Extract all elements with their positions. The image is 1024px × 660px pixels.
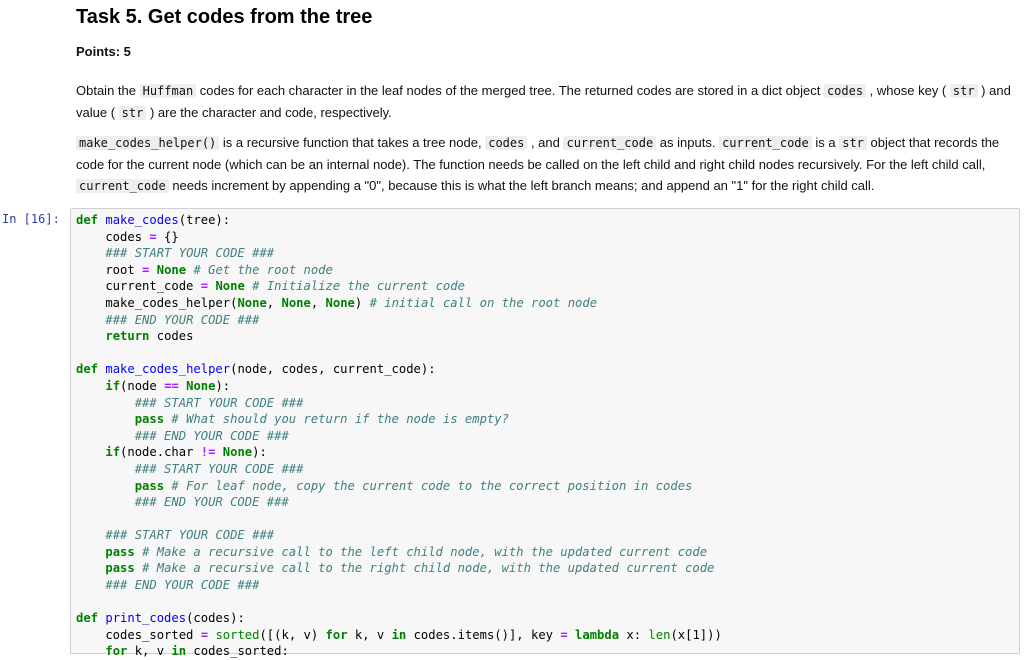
code-line[interactable]: codes_sorted = sorted([(k, v) for k, v in codes.items()], key = lambda x: len(x[1])) — [76, 627, 722, 642]
input-prompt: In [16]: — [2, 212, 60, 226]
points-label: Points: 5 — [76, 44, 131, 59]
inline-code: current_code — [563, 136, 656, 150]
code-line[interactable]: def print_codes(codes): — [76, 611, 245, 626]
inline-code: Huffman — [140, 84, 197, 98]
code-line[interactable] — [76, 594, 722, 611]
description-paragraph-1: Obtain the Huffman codes for each character in the leaf nodes of the merged tree. The returned codes are stored in a dict object codes , whose key ( str ) and value ( str ) are the character and code, respectively. — [76, 83, 1011, 120]
code-line[interactable]: codes = {} — [76, 229, 179, 244]
code-line[interactable]: if(node.char != None): — [105, 445, 267, 460]
inline-code: current_code — [719, 136, 812, 150]
inline-code: str — [950, 84, 978, 98]
task-title: Task 5. Get codes from the tree — [76, 6, 373, 28]
code-line[interactable]: ### START YOUR CODE ### — [105, 246, 275, 261]
code-line[interactable]: if(node == None): — [105, 378, 231, 393]
code-cell-editor[interactable] — [70, 208, 1020, 659]
description-paragraph-2: make_codes_helper() is a recursive function that takes a tree node, codes , and current_code as inputs. current_code is a str object that records the code for the current node (which can be an internal node). The function needs be called on the left child and right child nodes recursively. For the left child call, current_code needs increment by appending a "0", because this is what the left branch means; and append an "1" for the right child call. — [76, 135, 1000, 193]
code-line[interactable]: for k, v in codes_sorted: — [105, 644, 289, 659]
code-line[interactable]: ### START YOUR CODE ### — [134, 395, 304, 410]
code-line[interactable]: root = None # Get the root node — [76, 262, 333, 277]
inline-code: make_codes_helper() — [76, 136, 219, 150]
code-line[interactable]: current_code = None # Initialize the current code — [76, 279, 465, 294]
inline-code: str — [839, 136, 867, 150]
code-line[interactable]: pass # For leaf node, copy the current code to the correct position in codes — [134, 478, 693, 493]
code-line[interactable]: ### START YOUR CODE ### — [134, 461, 304, 476]
code-line[interactable]: def make_codes_helper(node, codes, current_code): — [76, 362, 436, 377]
code-line[interactable]: ### END YOUR CODE ### — [105, 312, 260, 327]
code-line[interactable]: pass # Make a recursive call to the right child node, with the updated current code — [105, 561, 715, 576]
code-line[interactable]: make_codes_helper(None, None, None) # initial call on the root node — [76, 295, 598, 310]
code-line[interactable]: return codes — [105, 329, 194, 344]
code-line[interactable]: ### END YOUR CODE ### — [134, 428, 289, 443]
code-line[interactable]: pass # What should you return if the node is empty? — [134, 412, 509, 427]
inline-code: current_code — [76, 179, 169, 193]
inline-code: codes — [824, 84, 866, 98]
code-line[interactable]: ### END YOUR CODE ### — [105, 578, 260, 593]
markdown-cell — [76, 4, 1016, 193]
code-line[interactable] — [76, 345, 722, 362]
inline-code: str — [119, 106, 147, 120]
code-line[interactable] — [76, 511, 722, 528]
inline-code: codes — [485, 136, 527, 150]
code-line[interactable]: ### END YOUR CODE ### — [134, 495, 289, 510]
code-line[interactable]: pass # Make a recursive call to the left child node, with the updated current code — [105, 544, 708, 559]
code-line[interactable]: def make_codes(tree): — [76, 213, 231, 227]
code-lines[interactable] — [76, 212, 722, 660]
code-line[interactable]: ### START YOUR CODE ### — [105, 528, 275, 543]
